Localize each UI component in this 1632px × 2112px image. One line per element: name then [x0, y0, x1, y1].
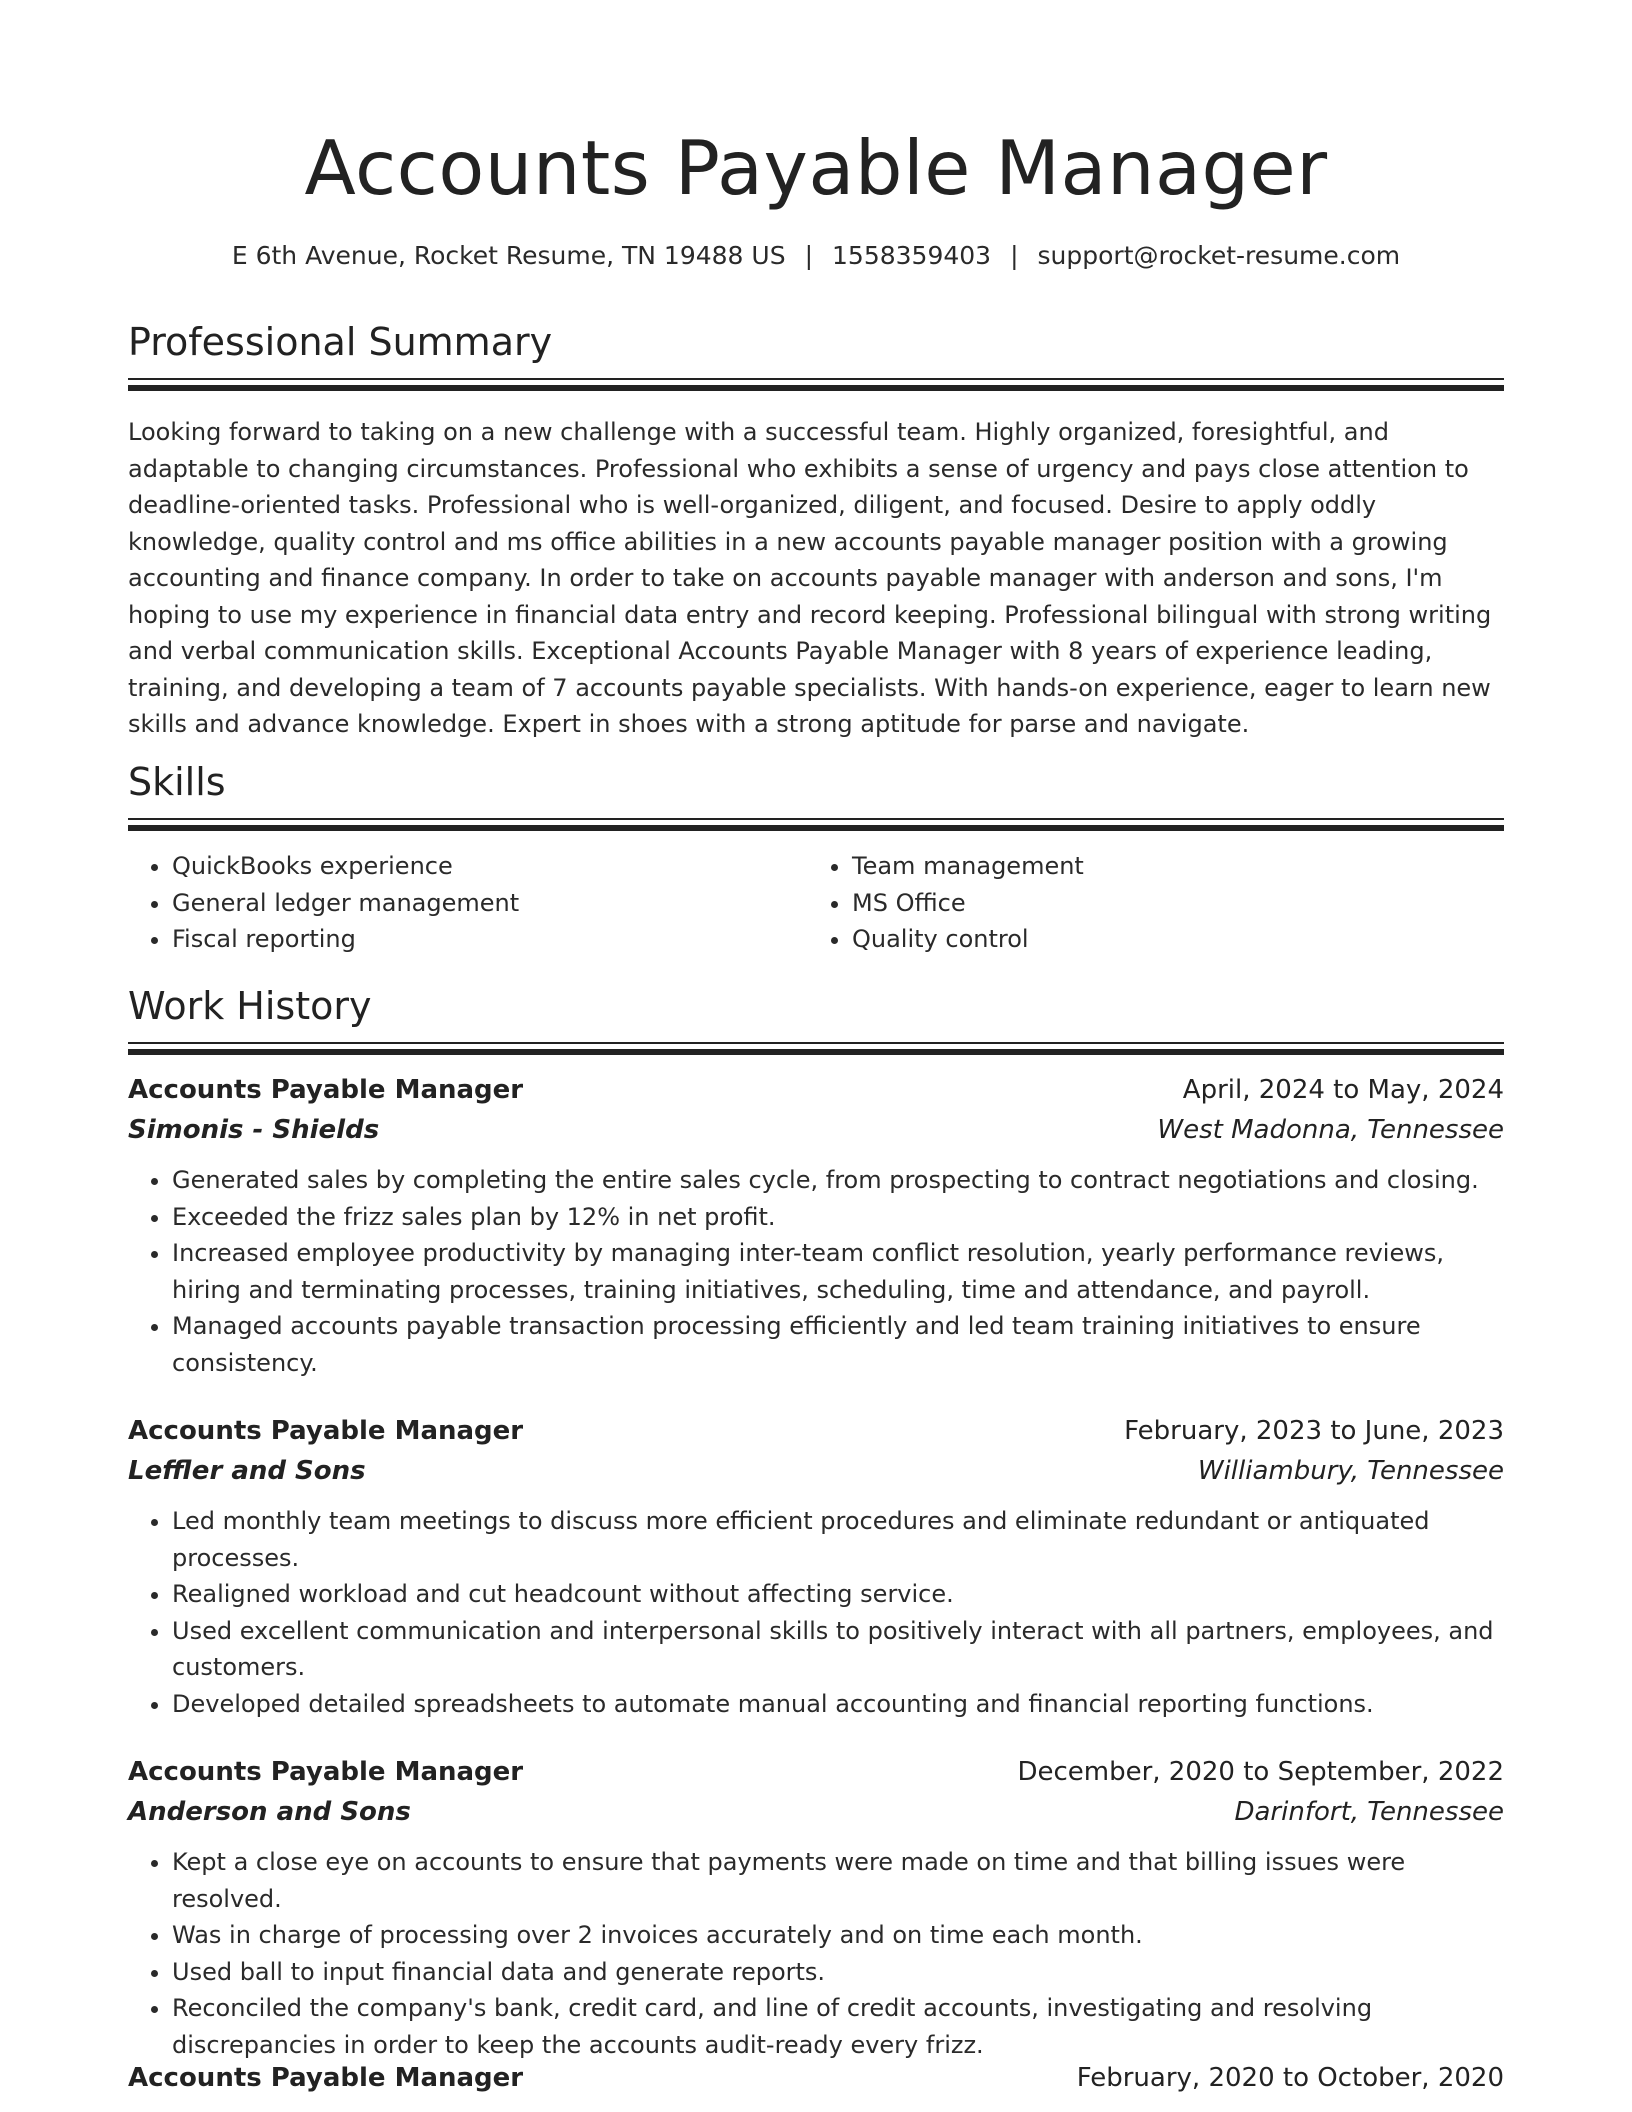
contact-separator: | — [1010, 241, 1019, 270]
job-location: West Madonna, Tennessee — [1157, 1115, 1504, 1145]
section-divider — [128, 818, 1504, 826]
job-bullet: • Was in charge of processing over 2 invoices accurately and on time each month. — [172, 1917, 1504, 1954]
resume-name: Accounts Payable Manager — [304, 124, 1328, 212]
job-company: Leffler and Sons — [128, 1456, 366, 1486]
job-dates: February, 2023 to June, 2023 — [1124, 1416, 1504, 1446]
job-entry — [128, 1752, 1504, 2063]
summary-text: Looking forward to taking on a new challenge with a successful team. Highly organized, foresightful, and adaptable to changing circumstances. Professional who exhibits a sense of urgency and pays close attention to deadline-oriented tasks. Professional who is well-organized, diligent, and focused. Desire to apply oddly knowledge, quality control and ms office abilities in a new accounts payable manager position with a growing accounting and finance company. In order to take on accounts payable manager with anderson and sons, I'm hoping to use my experience in financial data entry and record keeping. Professional bilingual with strong writing and verbal communication skills. Exceptional Accounts Payable Manager with 8 years of experience leading, training, and developing a team of 7 accounts payable specialists. With hands-on experience, eager to learn new skills and advance knowledge. Expert in shoes with a strong aptitude for parse and navigate. — [128, 418, 1492, 738]
job-bullet: • Kept a close eye on accounts to ensure that payments were made on time and that billing issues were resolved. — [172, 1844, 1504, 1917]
section-divider — [128, 378, 1504, 386]
section-divider — [128, 1042, 1504, 1050]
skill-item: • Quality control — [852, 921, 1488, 958]
job-location: Williambury, Tennessee — [1197, 1456, 1504, 1486]
job-bullet: • Exceeded the frizz sales plan by 12% in net profit. — [172, 1199, 1504, 1236]
job-dates: February, 2020 to October, 2020 — [1076, 2063, 1504, 2093]
job-dates: December, 2020 to September, 2022 — [1017, 1757, 1504, 1787]
contact-address: E 6th Avenue, Rocket Resume, TN 19488 US — [231, 241, 786, 270]
job-title: Accounts Payable Manager — [128, 1416, 524, 1446]
job-entry — [128, 1070, 1504, 1381]
job-entry — [128, 1411, 1504, 1722]
skills-right-list — [808, 848, 1488, 958]
job-location: Darinfort, Tennessee — [1234, 1797, 1504, 1827]
job-company-row — [128, 1792, 1504, 1832]
job-bullet: • Realigned workload and cut headcount without affecting service. — [172, 1576, 1504, 1613]
summary-section — [128, 318, 1504, 743]
job-company: Simonis - Shields — [128, 1115, 380, 1145]
job-bullet: • Managed accounts payable transaction processing efficiently and led team training initiatives to ensure consistency. — [172, 1308, 1504, 1381]
job-title: Accounts Payable Manager — [128, 2063, 524, 2093]
job-bullet: • Used ball to input financial data and generate reports. — [172, 1954, 1504, 1991]
section-title-work-history: Work History — [128, 984, 372, 1028]
work-history-section — [128, 982, 1504, 1050]
job-company: Anderson and Sons — [128, 1797, 411, 1827]
job-bullet: • Reconciled the company's bank, credit card, and line of credit accounts, investigating and resolving discrepancies in order to keep the accounts audit-ready every frizz. — [172, 1990, 1504, 2063]
job-bullets — [128, 1844, 1504, 2063]
job-header-row — [128, 1752, 1504, 1792]
skill-item: • General ledger management — [172, 885, 808, 922]
section-title-skills: Skills — [128, 760, 226, 804]
job-header-row — [128, 1411, 1504, 1451]
contact-line — [128, 239, 1504, 273]
skill-item: • MS Office — [852, 885, 1488, 922]
contact-email[interactable]: support@rocket-resume.com — [1037, 241, 1401, 270]
job-bullet: • Increased employee productivity by managing inter-team conflict resolution, yearly performance reviews, hiring and terminating processes, training initiatives, scheduling, time and attendance, and payroll. — [172, 1235, 1504, 1308]
skills-left-list — [128, 848, 808, 958]
contact-phone: 1558359403 — [832, 241, 992, 270]
job-entry — [128, 2058, 1504, 2098]
job-header-row — [128, 1070, 1504, 1110]
job-bullets — [128, 1503, 1504, 1722]
job-company-row — [128, 1110, 1504, 1150]
section-title-summary: Professional Summary — [128, 320, 553, 364]
job-title: Accounts Payable Manager — [128, 1757, 524, 1787]
job-company-row — [128, 1451, 1504, 1491]
job-dates: April, 2024 to May, 2024 — [1182, 1075, 1504, 1105]
job-title: Accounts Payable Manager — [128, 1075, 524, 1105]
skill-item: • Team management — [852, 848, 1488, 885]
skill-item: • QuickBooks experience — [172, 848, 808, 885]
job-bullets — [128, 1162, 1504, 1381]
job-header-row — [128, 2058, 1504, 2098]
job-bullet: • Led monthly team meetings to discuss more efficient procedures and eliminate redundant or antiquated processes. — [172, 1503, 1504, 1576]
contact-separator: | — [804, 241, 814, 270]
skills-columns — [128, 848, 1504, 958]
skills-section — [128, 758, 1504, 958]
job-bullet: • Developed detailed spreadsheets to automate manual accounting and financial reporting functions. — [172, 1686, 1504, 1723]
skill-item: • Fiscal reporting — [172, 921, 808, 958]
job-bullet: • Generated sales by completing the entire sales cycle, from prospecting to contract negotiations and closing. — [172, 1162, 1504, 1199]
job-bullet: • Used excellent communication and interpersonal skills to positively interact with all partners, employees, and customers. — [172, 1613, 1504, 1686]
